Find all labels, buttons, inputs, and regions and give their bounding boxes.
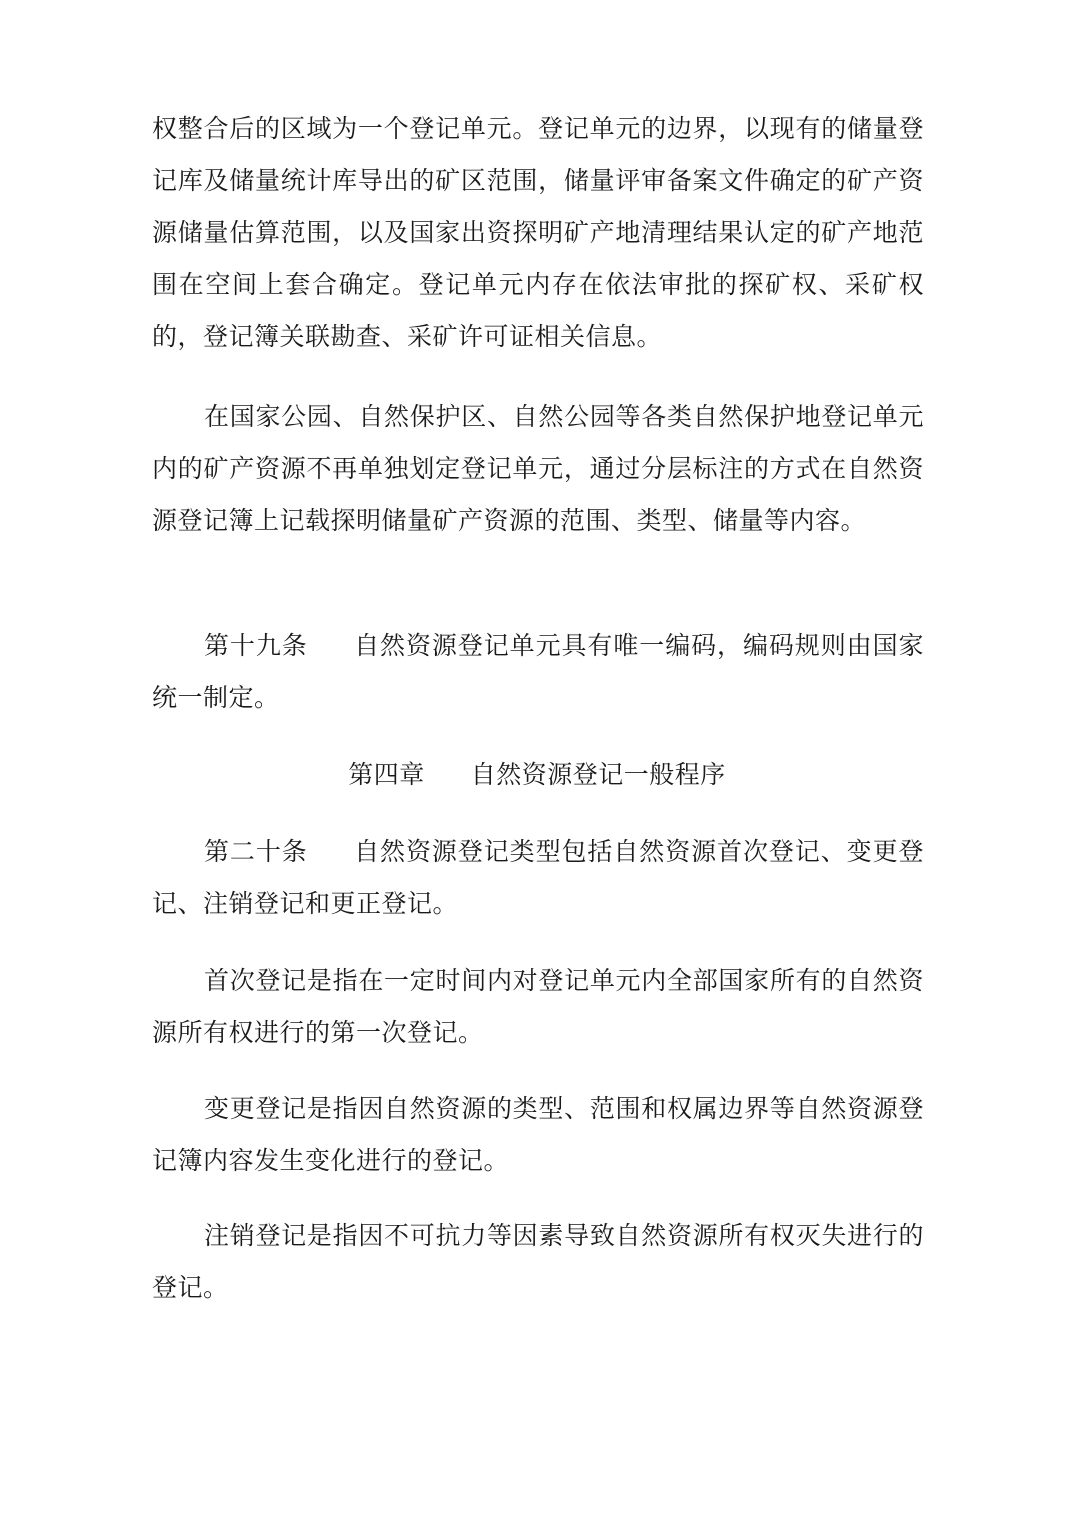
article-text: 自然资源登记单元具有唯一编码，编码规则由国家统一制定。: [152, 631, 924, 712]
article-19: [152, 620, 924, 724]
paragraph-protected-area-layering: [152, 391, 924, 547]
chapter-heading: [0, 749, 1074, 801]
paragraph-text: 权整合后的区域为一个登记单元。登记单元的边界，以现有的储量登记库及储量统计库导出的矿区范围，储量评审备案文件确定的矿产资源储量估算范围，以及国家出资探明矿产地清理结果认定的矿产地范围在空间上套合确定。登记单元内存在依法审批的探矿权、采矿权的，登记簿关联勘查、采矿许可证相关信息。: [152, 114, 924, 351]
chapter-title: 自然资源登记一般程序: [470, 760, 726, 789]
paragraph-text: 注销登记是指因不可抗力等因素导致自然资源所有权灭失进行的登记。: [152, 1221, 924, 1302]
paragraph-first-registration: [152, 955, 924, 1059]
paragraph-text: 在国家公园、自然保护区、自然公园等各类自然保护地登记单元内的矿产资源不再单独划定登记单元，通过分层标注的方式在自然资源登记簿上记载探明储量矿产资源的范围、类型、储量等内容。: [152, 402, 924, 535]
article-number: 第十九条: [204, 631, 308, 660]
paragraph-change-registration: [152, 1083, 924, 1187]
paragraph-registration-unit-boundary: [152, 103, 924, 363]
chapter-number: 第四章: [348, 760, 425, 789]
paragraph-text: 变更登记是指因自然资源的类型、范围和权属边界等自然资源登记簿内容发生变化进行的登记。: [152, 1094, 924, 1175]
article-20: [152, 826, 924, 930]
paragraph-cancellation-registration: [152, 1210, 924, 1314]
article-number: 第二十条: [204, 837, 308, 866]
paragraph-text: 首次登记是指在一定时间内对登记单元内全部国家所有的自然资源所有权进行的第一次登记。: [152, 966, 924, 1047]
article-text: 自然资源登记类型包括自然资源首次登记、变更登记、注销登记和更正登记。: [152, 837, 924, 918]
